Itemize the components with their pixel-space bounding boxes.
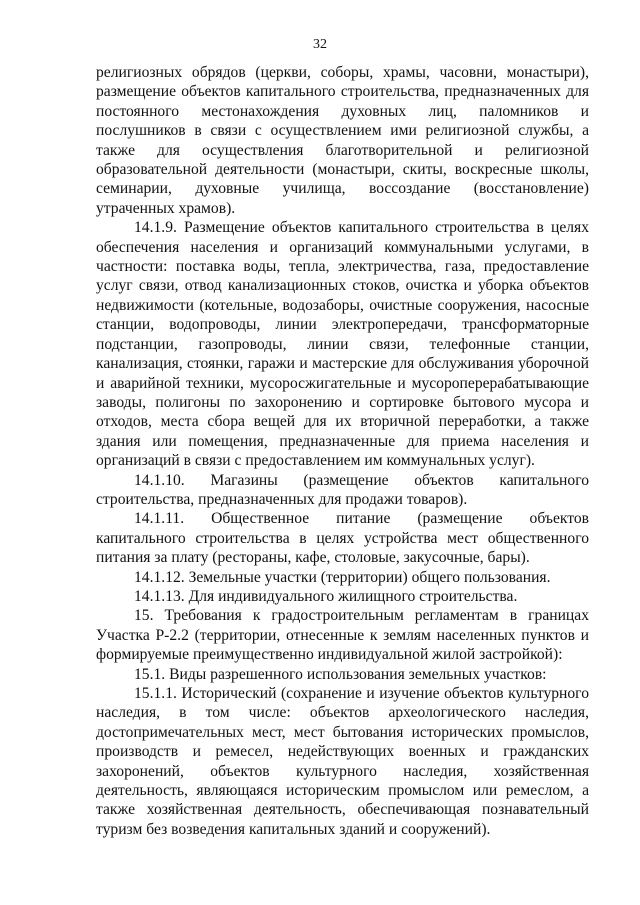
paragraph-14-1-13: 14.1.13. Для индивидуального жилищного строительства.: [134, 587, 518, 605]
paragraph-religious-continuation: религиозных обрядов (церкви, соборы, храмы, часовни, монастыри), размещение объектов капитального строительства, предназначенных для постоянного местонахождения духовных лиц, паломников и послушников в связи с осуществлением ими религиозной службы, а также для осуществления благотворительной и религиозной образовательной деятельности (монастыри, скиты, воскресные школы, семинарии, духовные училища, воссоздание (восстановление) утраченных храмов).: [96, 64, 589, 217]
paragraph-14-1-11: 14.1.11. Общественное питание (размещение объектов капитального строительства в целях устройства мест общественного питания за плату (рестораны, кафе, столовые, закусочные, бары).: [96, 510, 589, 567]
page-number: 32: [313, 37, 327, 52]
document-body: [96, 63, 589, 839]
paragraph-14-1-10: 14.1.10. Магазины (размещение объектов капитального строительства, предназначенных для продажи товаров).: [96, 471, 589, 508]
paragraph-14-1-12: 14.1.12. Земельные участки (территории) общего пользования.: [134, 568, 551, 586]
paragraph-15: 15. Требования к градостроительным регламентам в границах Участка Р-2.2 (территории, отнесенные к землям населенных пунктов и формируемые преимущественно индивидуальной жилой застройкой):: [96, 607, 589, 664]
paragraph-15-1-1: 15.1.1. Исторический (сохранение и изучение объектов культурного наследия, в том числе: объектов археологического наследия, достопримечательных мест, мест бытования исторических промыслов, производств и ремесел, недействующих военных и гражданских захоронений, объектов культурного наследия, хозяйственная деятельность, являющаяся историческим промыслом или ремеслом, а также хозяйственная деятельность, обеспечивающая познавательный туризм без возведения капитальных зданий и сооружений).: [96, 685, 589, 838]
paragraph-14-1-9: 14.1.9. Размещение объектов капитального строительства в целях обеспечения населения и организаций коммунальными услугами, в частности: поставка воды, тепла, электричества, газа, предоставление услуг связи, отвод канализационных стоков, очистка и уборка объектов недвижимости (котельные, водозаборы, очистные сооружения, насосные станции, водопроводы, линии электропередачи, трансформаторные подстанции, газопроводы, линии связи, телефонные станции, канализация, стоянки, гаражи и мастерские для обслуживания уборочной и аварийной техники, мусоросжигательные и мусороперерабатывающие заводы, полигоны по захоронению и сортировке бытового мусора и отходов, места сбора вещей для их вторичной переработки, а также здания или помещения, предназначенные для приема населения и организаций в связи с предоставлением им коммунальных услуг).: [96, 219, 589, 470]
paragraph-15-1: 15.1. Виды разрешенного использования земельных участков:: [134, 665, 547, 683]
